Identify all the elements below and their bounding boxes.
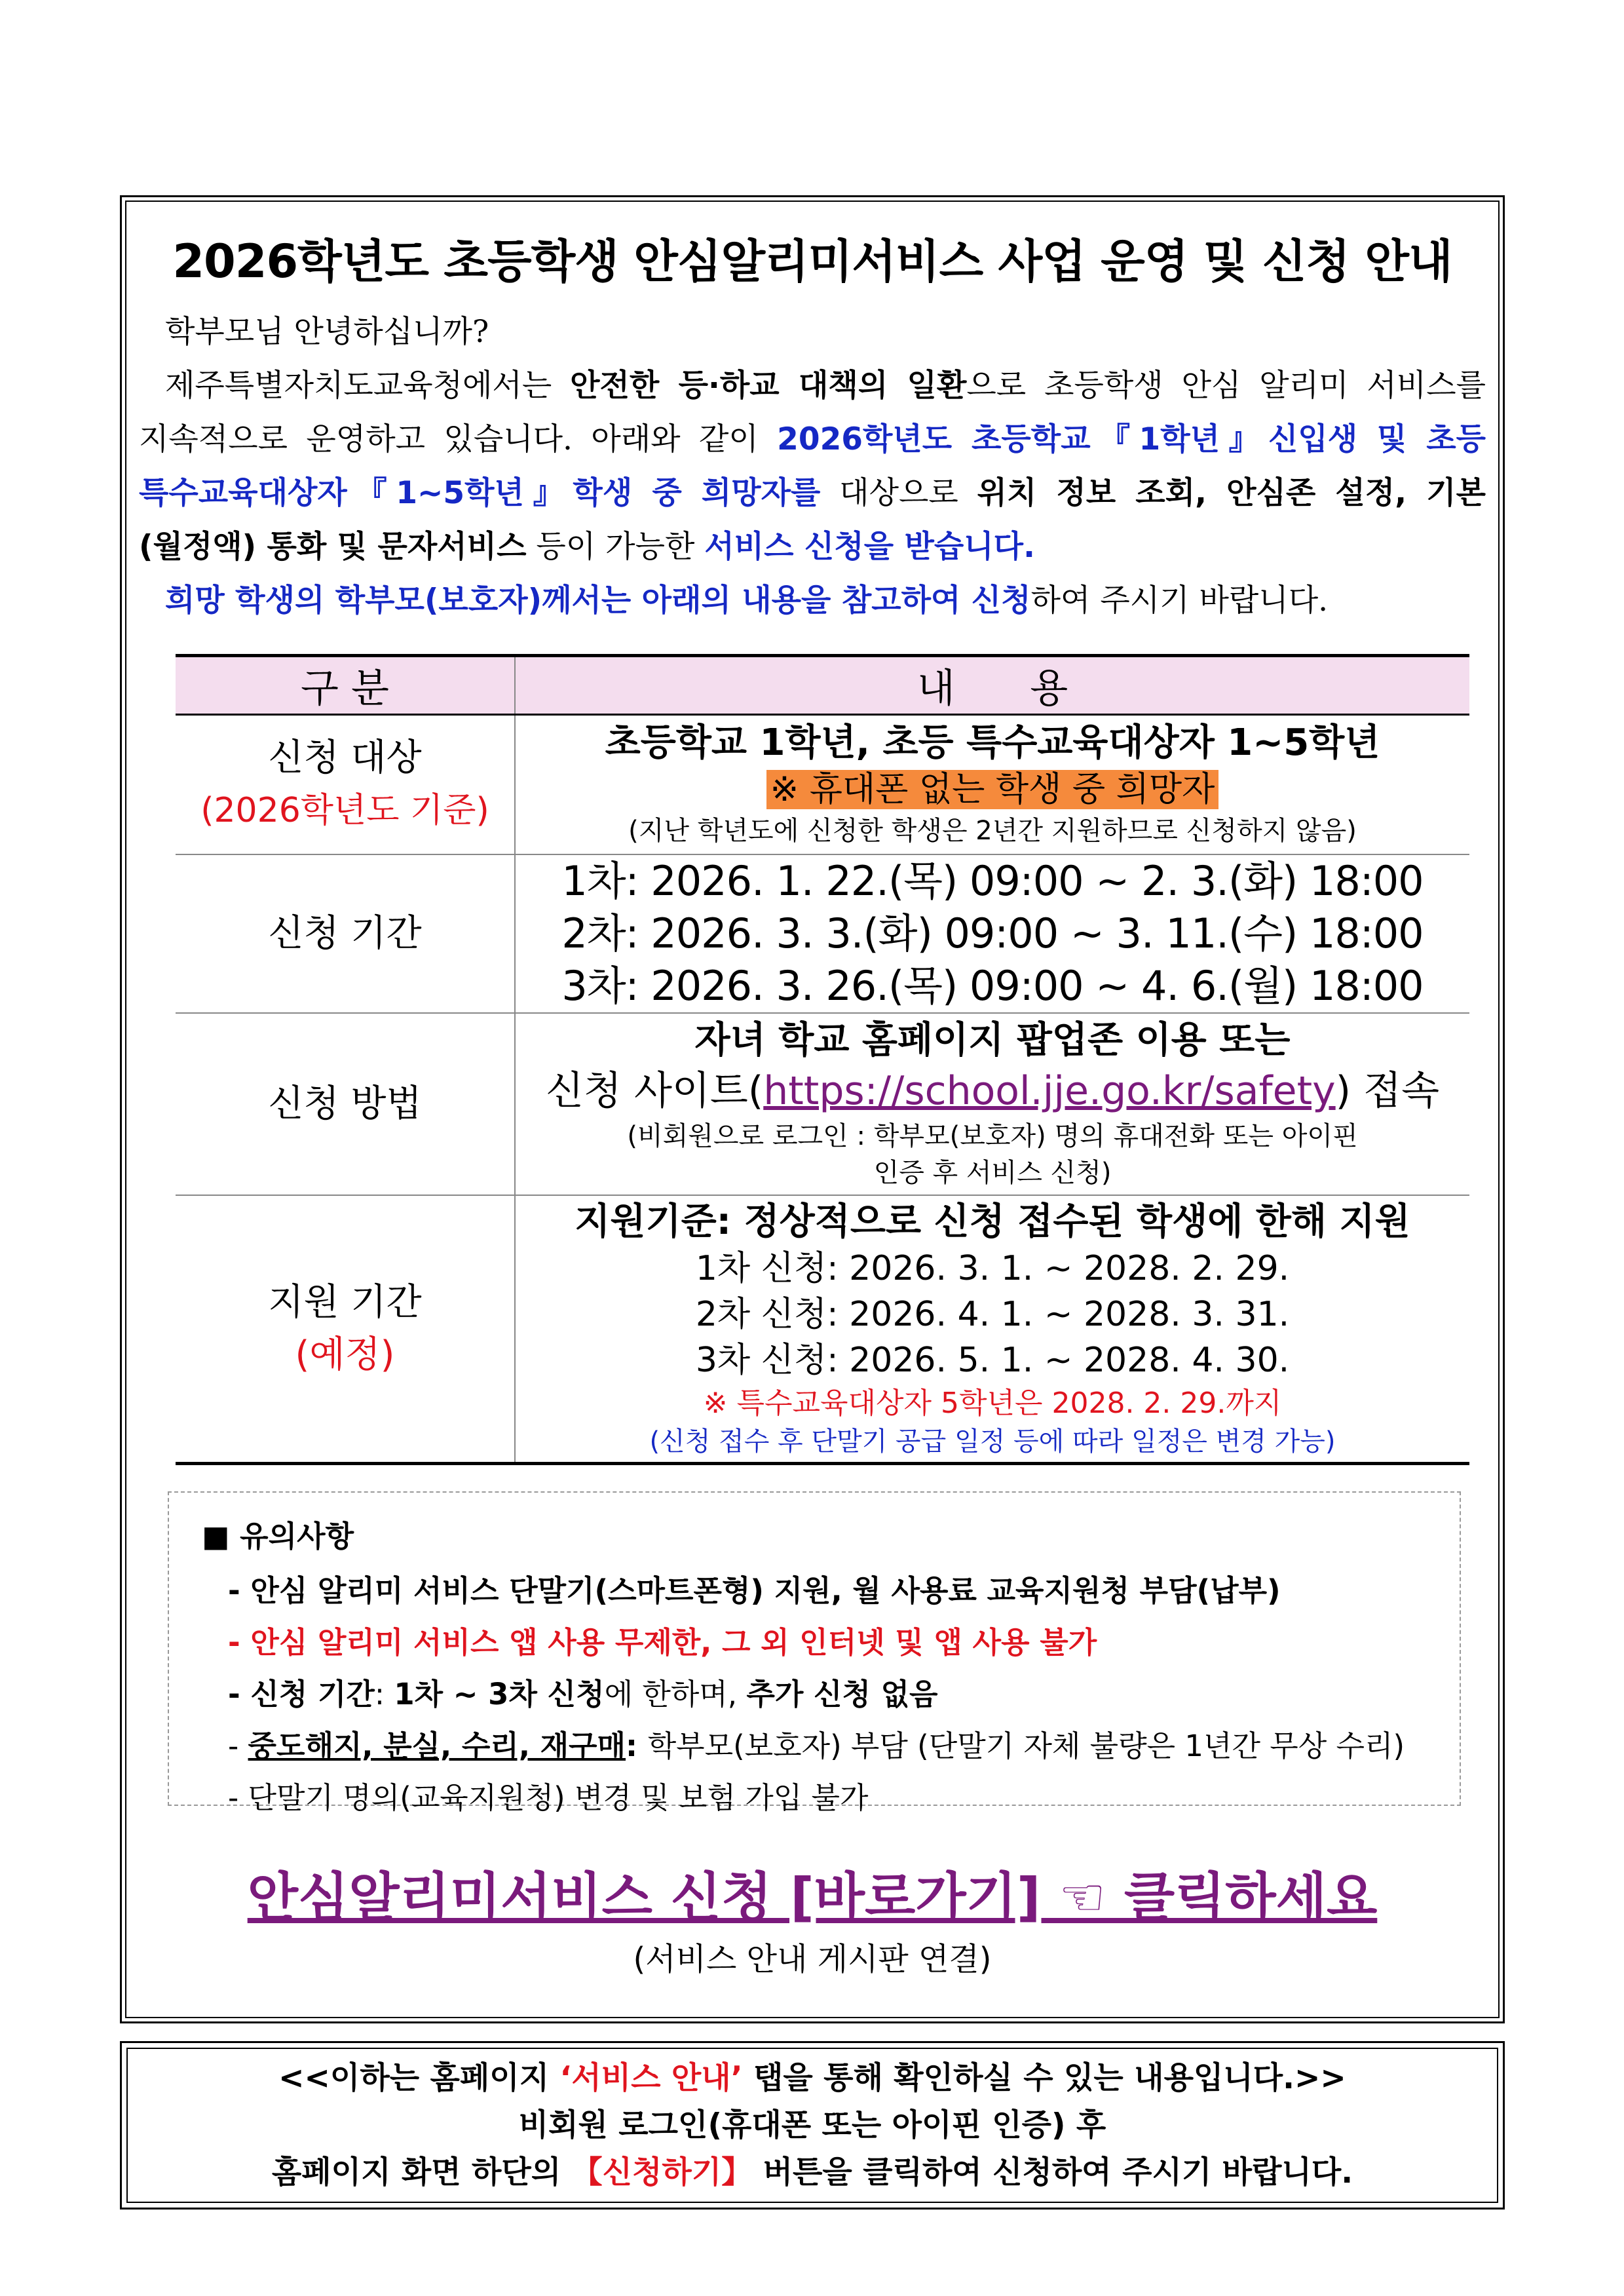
intro-line-2: 지속적으로 운영하고 있습니다. 아래와 같이 2026학년도 초등학교『1학년』신입생 및 초등 bbox=[139, 421, 1486, 457]
table-row-method bbox=[176, 1013, 1469, 1195]
table-header-row bbox=[176, 656, 1469, 715]
footer-line-2: 비회원 로그인(휴대폰 또는 아이핀 인증) 후 bbox=[518, 2107, 1106, 2143]
greeting: 학부모님 안녕하십니까? bbox=[165, 314, 489, 350]
header-category: 구 분 bbox=[176, 656, 515, 715]
intro-line-3: 특수교육대상자『1~5학년』학생 중 희망자를 대상으로 위치 정보 조회, 안심존 설정, 기본 bbox=[139, 475, 1486, 511]
label-method: 신청 방법 bbox=[176, 1013, 515, 1195]
notice-item: - 안심 알리미 서비스 앱 사용 무제한, 그 외 인터넷 및 앱 사용 불가 bbox=[228, 1625, 1097, 1660]
intro-line-5: 희망 학생의 학부모(보호자)께서는 아래의 내용을 참고하여 신청하여 주시기 바랍니다. bbox=[165, 583, 1329, 619]
notice-item: - 중도해지, 분실, 수리, 재구매: 학부모(보호자) 부담 (단말기 자체 불량은 1년간 무상 수리) bbox=[228, 1729, 1405, 1763]
table-row-target bbox=[176, 715, 1469, 854]
table-row-period bbox=[176, 854, 1469, 1013]
notice-item: - 안심 알리미 서비스 단말기(스마트폰형) 지원, 월 사용료 교육지원청 부담(납부) bbox=[228, 1573, 1281, 1608]
highlight-no-phone: ※ 휴대폰 없는 학생 중 희망자 bbox=[766, 770, 1219, 809]
notice-item: - 신청 기간: 1차 ~ 3차 신청에 한하며, 추가 신청 없음 bbox=[228, 1677, 938, 1712]
content-method: 자녀 학교 홈페이지 팝업존 이용 또는 신청 사이트(https://school.jje.go.kr/safety) 접속 (비회원으로 로그인 : 학부모(보호자) 명의 휴대전화 또는 아이핀 인증 후 서비스 신청) bbox=[515, 1013, 1469, 1195]
footer-text bbox=[122, 2055, 1503, 2196]
table-row-support bbox=[176, 1195, 1469, 1464]
page-title: 2026학년도 초등학생 안심알리미서비스 사업 운영 및 신청 안내 bbox=[172, 235, 1452, 288]
content-period: 1차: 2026. 1. 22.(목) 09:00 ~ 2. 3.(화) 18:00 2차: 2026. 3. 3.(화) 09:00 ~ 3. 11.(수) 18:00 3차: 2026. 3. 26.(목) 09:00 ~ 4. 6.(월) 18:00 bbox=[515, 854, 1469, 1013]
intro-line-1: 제주특별자치도교육청에서는 안전한 등·하교 대책의 일환으로 초등학생 안심 알리미 서비스를 bbox=[165, 368, 1486, 404]
intro-line-4: (월정액) 통화 및 문자서비스 등이 가능한 서비스 신청을 받습니다. bbox=[139, 529, 1035, 565]
label-support: 지원 기간 (예정) bbox=[176, 1195, 515, 1464]
label-period: 신청 기간 bbox=[176, 854, 515, 1013]
info-table bbox=[176, 654, 1469, 1465]
intro-text bbox=[139, 305, 1486, 628]
footer-notice-box bbox=[120, 2041, 1505, 2210]
footer-line-3: 홈페이지 화면 하단의 【신청하기】 버튼을 클릭하여 신청하여 주시기 바랍니다. bbox=[271, 2154, 1353, 2191]
apply-service-link[interactable]: 안심알리미서비스 신청 [바로가기] ☜ 클릭하세요 bbox=[247, 1867, 1378, 1928]
main-notice-box bbox=[120, 195, 1505, 2023]
footer-line-1: <<이하는 홈페이지 ‘서비스 안내’ 탭을 통해 확인하실 수 있는 내용입니다.>> bbox=[278, 2060, 1346, 2096]
notice-item: - 단말기 명의(교육지원청) 변경 및 보험 가입 불가 bbox=[228, 1780, 869, 1815]
safety-site-link[interactable]: https://school.jje.go.kr/safety bbox=[763, 1067, 1336, 1114]
notice-heading: ■ 유의사항 bbox=[202, 1519, 354, 1554]
notice-box bbox=[168, 1491, 1461, 1815]
apply-link-wrap bbox=[122, 1855, 1503, 1930]
apply-link-caption: (서비스 안내 게시판 연결) bbox=[633, 1941, 992, 1978]
header-content: 내 용 bbox=[515, 656, 1469, 715]
label-target: 신청 대상 (2026학년도 기준) bbox=[176, 715, 515, 854]
content-target: 초등학교 1학년, 초등 특수교육대상자 1~5학년 ※ 휴대폰 없는 학생 중 희망자 (지난 학년도에 신청한 학생은 2년간 지원하므로 신청하지 않음) bbox=[515, 715, 1469, 854]
content-support: 지원기준: 정상적으로 신청 접수된 학생에 한해 지원 1차 신청: 2026. 3. 1. ~ 2028. 2. 29. 2차 신청: 2026. 4. 1. ~ 2028. 3. 31. 3차 신청: 2026. 5. 1. ~ 2028. 4. 30. ※ 특수교육대상자 5학년은 2028. 2. 29.까지 (신청 접수 후 단말기 공급 일정 등에 따라 일정은 변경 가능) bbox=[515, 1195, 1469, 1464]
